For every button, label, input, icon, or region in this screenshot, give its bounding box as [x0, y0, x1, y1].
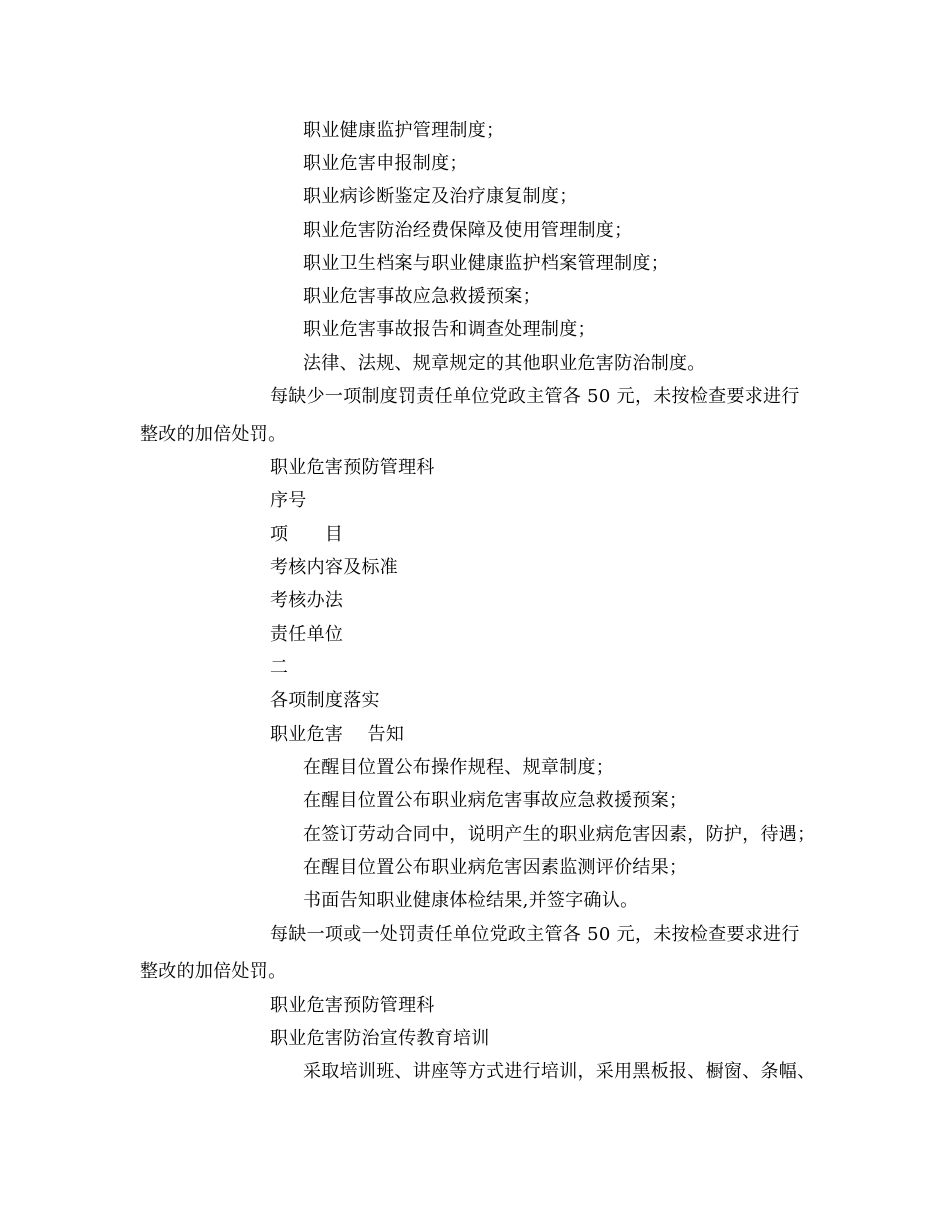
text-line: 职业危害防治宣传教育培训 — [270, 1028, 490, 1049]
text-line: 职业危害预防管理科 — [270, 995, 435, 1016]
text-line: 职业卫生档案与职业健康监护档案管理制度； — [303, 253, 669, 274]
text-line: 整改的加倍处罚。 — [140, 961, 287, 982]
text-line: 职业健康监护管理制度； — [303, 120, 505, 141]
text-line: 责任单位 — [270, 624, 344, 645]
text-line: 考核内容及标准 — [270, 557, 399, 578]
text-line: 职业危害事故报告和调查处理制度； — [303, 319, 596, 340]
text-line: 二 — [270, 657, 289, 678]
text-line: 书面告知职业健康体检结果,并签字确认。 — [303, 890, 639, 911]
text-line: 在醒目位置公布职业病危害事故应急救援预案； — [303, 790, 688, 811]
text-line: 职业危害申报制度； — [303, 153, 468, 174]
text-line: 在醒目位置公布职业病危害因素监测评价结果； — [303, 857, 688, 878]
text-line: 职业危害 告知 — [270, 724, 405, 745]
text-line: 整改的加倍处罚。 — [140, 424, 287, 445]
text-line: 每缺少一项制度罚责任单位党政主管各 50 元，未按检查要求进行 — [270, 386, 800, 407]
text-line: 每缺一项或一处罚责任单位党政主管各 50 元，未按检查要求进行 — [270, 924, 800, 945]
text-line: 职业危害防治经费保障及使用管理制度； — [303, 220, 633, 241]
text-line: 职业病诊断鉴定及治疗康复制度； — [303, 186, 578, 207]
text-line: 序号 — [270, 490, 307, 511]
text-line: 采取培训班、讲座等方式进行培训，采用黑板报、橱窗、条幅、 — [303, 1061, 816, 1082]
text-line: 职业危害预防管理科 — [270, 457, 435, 478]
text-line: 在签订劳动合同中，说明产生的职业病危害因素，防护，待遇； — [303, 824, 816, 845]
text-line: 考核办法 — [270, 590, 344, 611]
text-line: 项 目 — [270, 524, 344, 545]
text-line: 职业危害事故应急救援预案； — [303, 286, 541, 307]
text-line: 在醒目位置公布操作规程、规章制度； — [303, 757, 615, 778]
text-line: 法律、法规、规章规定的其他职业危害防治制度。 — [303, 353, 706, 374]
text-line: 各项制度落实 — [270, 690, 380, 711]
